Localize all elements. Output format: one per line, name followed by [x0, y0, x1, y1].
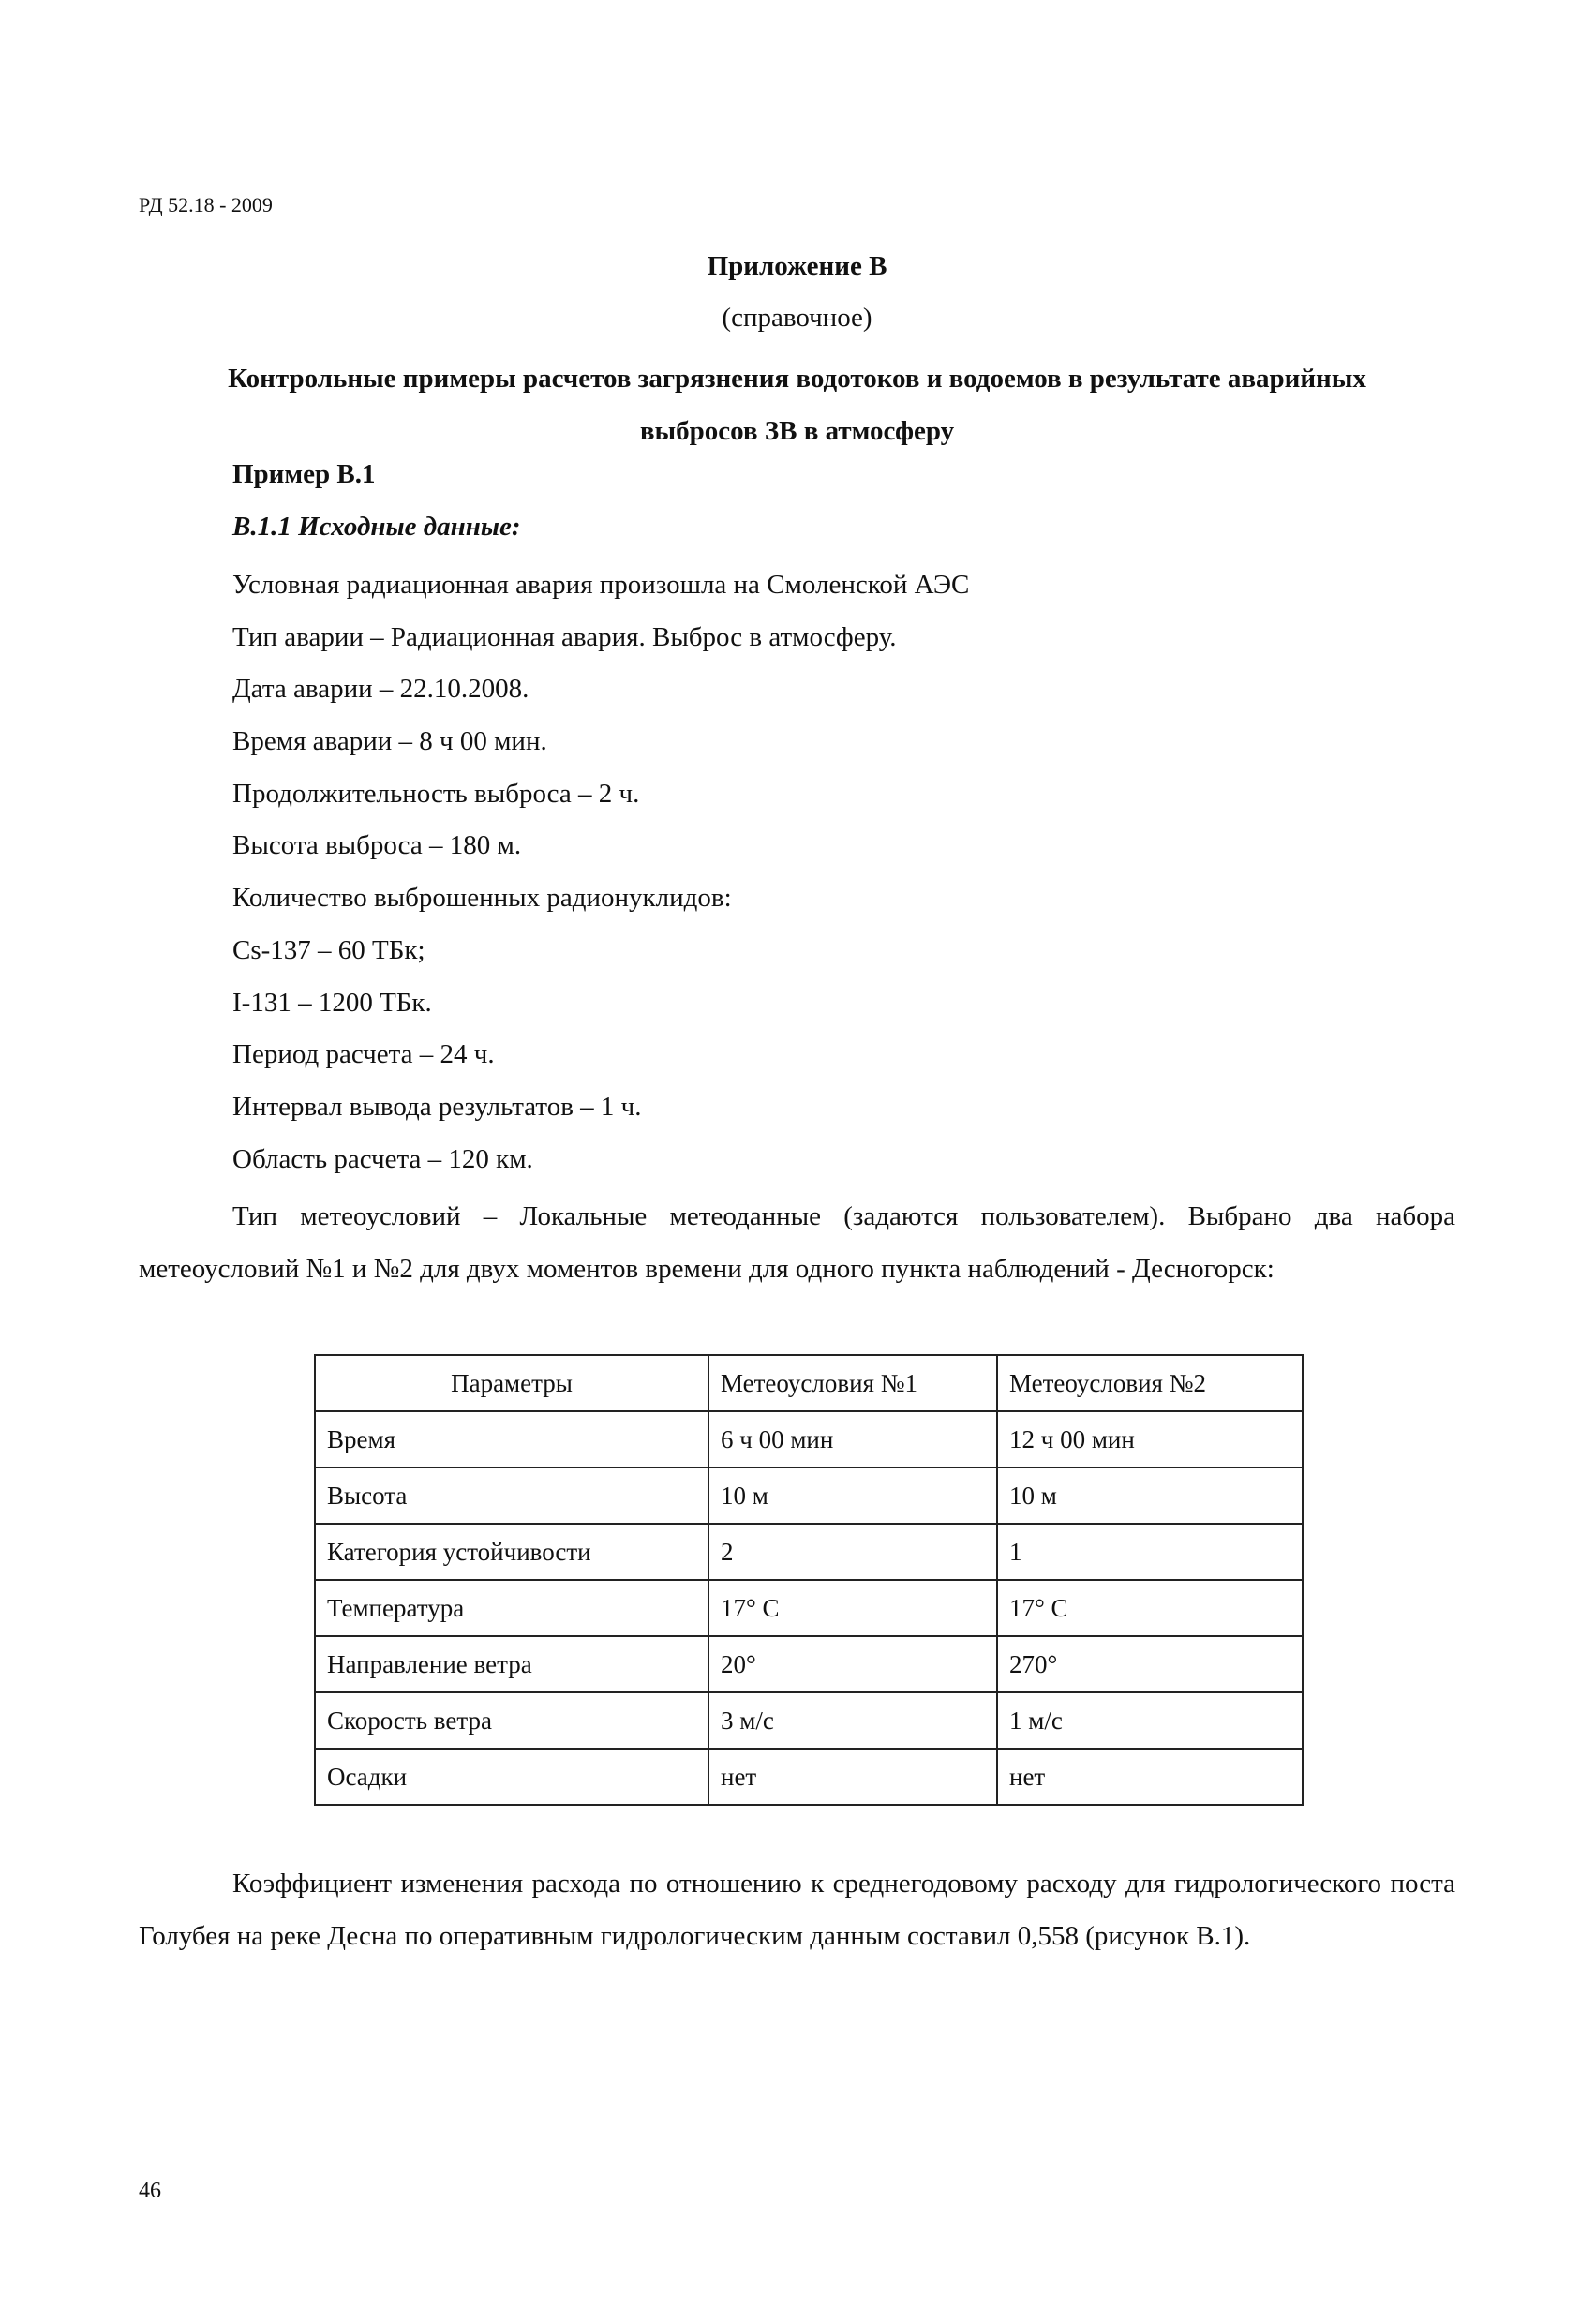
page-number: 46 — [139, 2179, 161, 2203]
table-cell: Категория устойчивости — [315, 1524, 708, 1580]
appendix-heading-line-1: Контрольные примеры расчетов загрязнения водотоков и водоемов в результате аварийных — [228, 364, 1366, 394]
table-header-row — [315, 1355, 1303, 1411]
table-cell: 3 м/с — [708, 1692, 997, 1749]
table-cell: Скорость ветра — [315, 1692, 708, 1749]
table-header-cell: Метеоусловия №1 — [708, 1355, 997, 1411]
subsection-title: В.1.1 Исходные данные: — [232, 512, 521, 542]
table-row — [315, 1636, 1303, 1692]
source-data-line: Интервал вывода результатов – 1 ч. — [232, 1091, 642, 1122]
table-row — [315, 1692, 1303, 1749]
source-data-line: Продолжительность выброса – 2 ч. — [232, 778, 640, 809]
table-cell: 17° С — [708, 1580, 997, 1636]
appendix-title: Приложение В — [707, 251, 887, 281]
table-row — [315, 1749, 1303, 1805]
table-cell: Направление ветра — [315, 1636, 708, 1692]
table-row — [315, 1467, 1303, 1524]
example-title: Пример В.1 — [232, 459, 376, 489]
table-cell: 6 ч 00 мин — [708, 1411, 997, 1467]
table-cell: 17° С — [997, 1580, 1303, 1636]
table-header-cell: Параметры — [315, 1355, 708, 1411]
source-data-list — [232, 559, 969, 1185]
table-cell: 1 — [997, 1524, 1303, 1580]
table-cell: 1 м/с — [997, 1692, 1303, 1749]
source-data-line: Количество выброшенных радионуклидов: — [232, 883, 732, 914]
document-code: РД 52.18 - 2009 — [139, 193, 273, 216]
source-data-line: Область расчета – 120 км. — [232, 1143, 533, 1174]
source-data-line: Условная радиационная авария произошла на Смоленской АЭС — [232, 570, 970, 600]
table-cell: 270° — [997, 1636, 1303, 1692]
table-cell: 2 — [708, 1524, 997, 1580]
source-data-line: Cs-137 – 60 ТБк; — [232, 934, 425, 965]
table-cell: 10 м — [997, 1467, 1303, 1524]
source-data-line: Время аварии – 8 ч 00 мин. — [232, 726, 547, 757]
table-row — [315, 1580, 1303, 1636]
source-data-line: Высота выброса – 180 м. — [232, 830, 522, 861]
source-data-line: Период расчета – 24 ч. — [232, 1039, 495, 1070]
source-data-line: I-131 – 1200 ТБк. — [232, 987, 432, 1018]
table-cell: 12 ч 00 мин — [997, 1411, 1303, 1467]
coefficient-paragraph: Коэффициент изменения расхода по отношению к среднегодовому расходу для гидрологического поста Голубея на реке Десна по оперативным гидрологическим данным составил 0,558 (рисунок В.1). — [139, 1869, 1455, 1951]
appendix-heading — [139, 352, 1455, 457]
appendix-heading-line-2: выбросов ЗВ в атмосферу — [639, 416, 955, 446]
table-row — [315, 1411, 1303, 1467]
source-data-line: Тип аварии – Радиационная авария. Выброс в атмосферу. — [232, 621, 897, 652]
table-cell: Осадки — [315, 1749, 708, 1805]
table-row — [315, 1524, 1303, 1580]
table-cell: Температура — [315, 1580, 708, 1636]
table-header-cell: Метеоусловия №2 — [997, 1355, 1303, 1411]
meteo-table — [314, 1354, 1304, 1806]
source-data-line: Дата аварии – 22.10.2008. — [232, 674, 529, 705]
table-cell: Высота — [315, 1467, 708, 1524]
table-cell: Время — [315, 1411, 708, 1467]
table-cell: нет — [708, 1749, 997, 1805]
meteo-paragraph: Тип метеоусловий – Локальные метеоданные (задаются пользователем). Выбрано два набора метеоусловий №1 и №2 для двух моментов времени для одного пункта наблюдений - Десногорск: — [139, 1201, 1455, 1284]
table-cell: 20° — [708, 1636, 997, 1692]
table-cell: нет — [997, 1749, 1303, 1805]
table-cell: 10 м — [708, 1467, 997, 1524]
appendix-type: (справочное) — [722, 303, 872, 333]
